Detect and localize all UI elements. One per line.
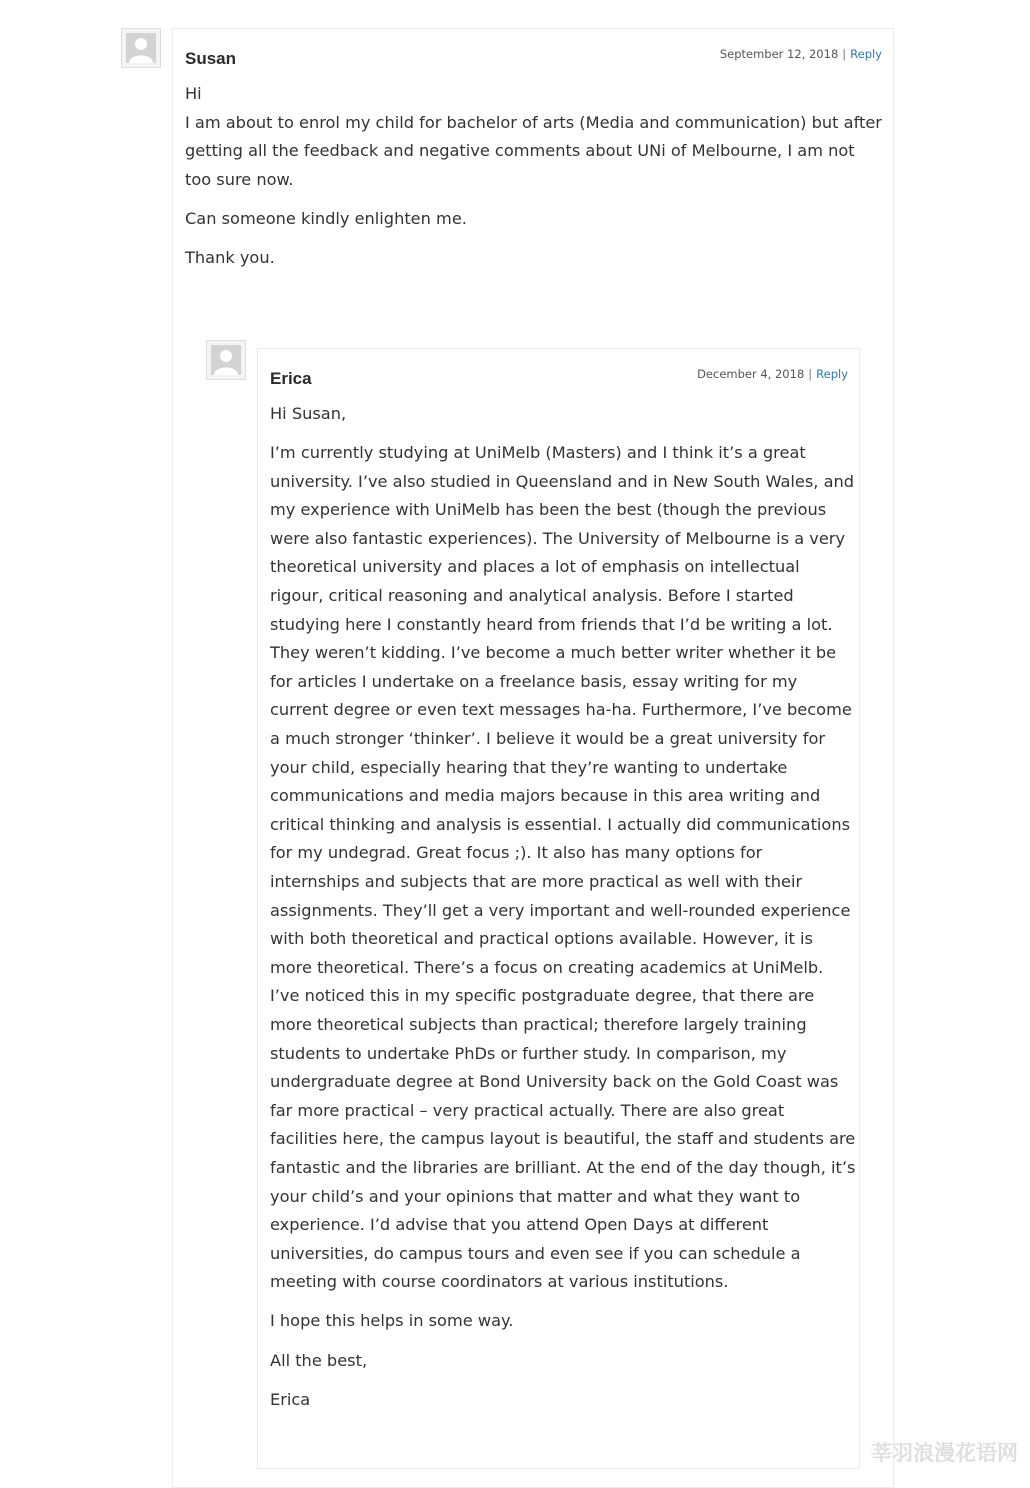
- meta-separator: |: [808, 367, 813, 381]
- comment-paragraph: Can someone kindly enlighten me.: [185, 208, 467, 228]
- comment-paragraph: Erica: [270, 1389, 311, 1409]
- meta-separator: |: [842, 47, 847, 61]
- comment-author[interactable]: Susan: [185, 49, 237, 68]
- comment-paragraph: Hi I am about to enrol my child for bachelor of arts (Media and communication) but after getting all the feedback and negative comments about UNi of Melbourne, I am not too sure now.: [185, 84, 882, 189]
- comment-paragraph: All the best,: [270, 1350, 368, 1370]
- comment-paragraph: Hi Susan,: [270, 404, 347, 423]
- reply-link[interactable]: Reply: [816, 367, 848, 381]
- comment-body: [185, 80, 885, 283]
- site-watermark: 莘羽浪漫花语网: [871, 1441, 1018, 1465]
- comment-date[interactable]: December 4, 2018: [697, 367, 805, 381]
- comment-meta: [697, 367, 848, 381]
- comment-card-erica: [257, 348, 860, 1469]
- comment-paragraph: I’m currently studying at UniMelb (Masters) and I think it’s a great university. I’ve also studied in Queensland and in New South Wales, and my experience with UniMelb has been the best (though the previous were also fantastic experiences). The University of Melbourne is a very theoretical university and places a lot of emphasis on intellectual rigour, critical reasoning and analytical analysis. Before I started studying here I constantly heard from friends that I’d be writing a lot. They weren’t kidding. I’ve become a much better writer whether it be for articles I undertake on a freelance basis, essay writing for my current degree or even text messages ha-ha. Furthermore, I’ve become a much stronger ‘thinker’. I believe it would be a great university for your child, especially hearing that they’re wanting to undertake communications and media majors because in this area writing and critical thinking and analysis is essential. I actually did communications for my undegrad. Great focus ;). It also has many options for internships and subjects that are more practical as well with their assignments. They’ll get a very important and well-rounded experience with both theoretical and practical options available. However, it is more theoretical. There’s a focus on creating academics at UniMelb. I’ve noticed this in my specific postgraduate degree, that there are more theoretical subjects than practical; therefore largely training students to undertake PhDs or further study. In comparison, my undergraduate degree at Bond University back on the Gold Coast was far more practical – very practical actually. There are also great facilities here, the campus layout is beautiful, the staff and students are fantastic and the libraries are brilliant. At the end of the day though, it’s your child’s and your opinions that matter and what they want to experience. I’d advise that you attend Open Days at different universities, do campus tours and even see if you can schedule a meeting with course coordinators at various institutions.: [270, 443, 856, 1292]
- comment-body: [270, 400, 856, 1425]
- comment-author[interactable]: Erica: [270, 369, 312, 388]
- avatar-placeholder-icon: [126, 33, 156, 63]
- susan-avatar: [121, 28, 161, 68]
- comment-paragraph: Thank you.: [185, 247, 275, 267]
- erica-avatar: [206, 340, 246, 380]
- comment-paragraph: I hope this helps in some way.: [270, 1311, 514, 1331]
- reply-link[interactable]: Reply: [850, 47, 882, 61]
- comment-date[interactable]: September 12, 2018: [719, 47, 839, 61]
- comment-meta: [720, 47, 882, 61]
- avatar-placeholder-icon: [211, 345, 241, 375]
